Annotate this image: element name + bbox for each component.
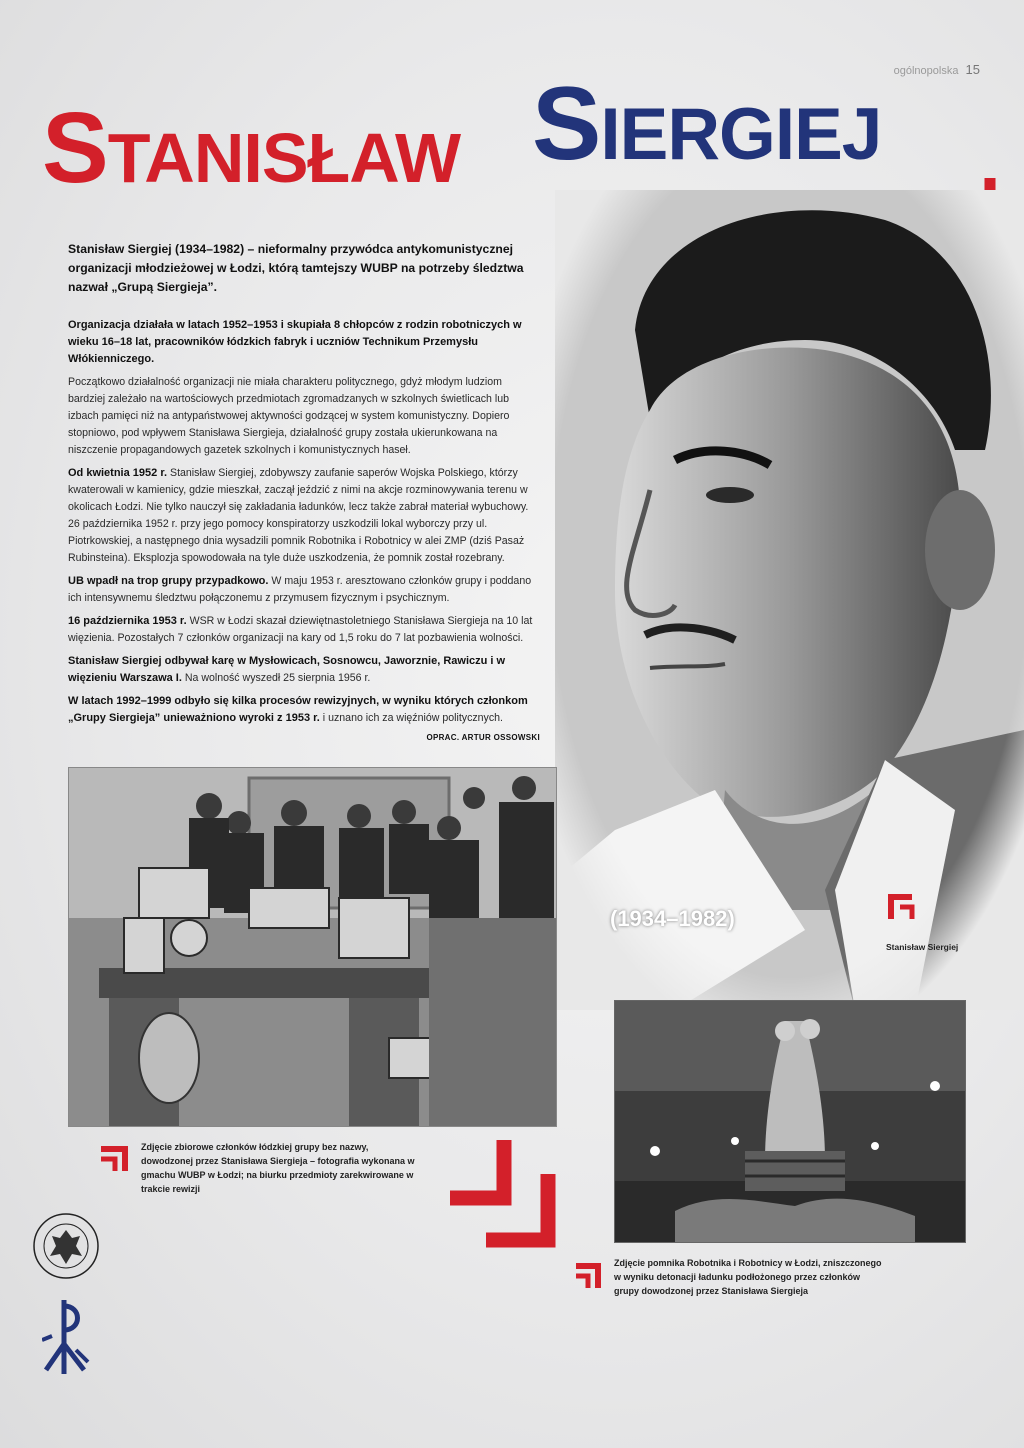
- article-paragraph-4: 16 października 1953 r. WSR w Łodzi skazał dziewiętnastoletniego Stanisława Siergieja na 10 lat więzienia. Pozostałych 7 członków organizacji na kary od 1,5 roku do 7 lat pozbawienia wolności.: [68, 615, 533, 644]
- group-photo: [68, 767, 557, 1127]
- title-last-name: Siergiej: [532, 66, 882, 182]
- ipn-logo-icon: [42, 1300, 90, 1374]
- monument-photo: [614, 1000, 966, 1243]
- article-paragraph-6: W latach 1992–1999 odbyło się kilka procesów rewizyjnych, w wyniku których członkom „Grupy Siergieja” unieważniono wyroki z 1953 r. i uznano ich za więźniów politycznych.: [68, 695, 528, 724]
- article-intro: Organizacja działała w latach 1952–1953 i skupiała 8 chłopców z rodzin robotniczych w wieku 16–18 lat, pracowników łódzkich fabryk i uczniów Technikum Przemysłu Włókienniczego.: [68, 319, 522, 365]
- article-paragraph-1: Początkowo działalność organizacji nie miała charakteru politycznego, gdyż młodym ludziom bardziej zależało na wartościowych przedmiotach zgromadzanych w szkolnych świetlicach lub izbach pamięci niż na antypaństwowej aktywności godzącej w system komunistyczny. Dopiero stopniowo, pod wpływem Stanisława Siergieja, działalność grupy została ukierunkowana na niszczenie propagandowych gazetek szkolnych i komunistycznych haseł.: [68, 376, 510, 456]
- corner-mark-icon: [888, 893, 916, 919]
- article-paragraph-3: UB wpadł na trop grupy przypadkowo. W maju 1953 r. aresztowano członków grupy i poddano ich intensywnemu śledztwu połączonemu z przymusem fizycznym i psychicznym.: [68, 575, 532, 604]
- portrait-years: (1934–1982): [610, 906, 735, 931]
- page-header: [894, 62, 980, 77]
- group-photo-caption: Zdjęcie zbiorowe członków łódzkiej grupy bez nazwy, dowodzonej przez Stanisława Siergieja – fotografia wykonana w gmachu WUBP w Łodzi; na biurku przedmioty zarekwirowane w trakcie rewizji: [141, 1142, 415, 1194]
- article-paragraph-5: Stanisław Siergiej odbywał karę w Mysłowicach, Sosnowcu, Jaworznie, Rawiczu i w więzieniu Warszawa I. Na wolność wyszedł 25 sierpnia 1956 r.: [68, 655, 506, 684]
- corner-mark-icon: [450, 1140, 556, 1248]
- portrait-photo: [555, 190, 1024, 1010]
- portrait-caption: Stanisław Siergiej: [886, 942, 959, 952]
- corner-mark-icon: [576, 1262, 602, 1288]
- monument-photo-caption: Zdjęcie pomnika Robotnika i Robotnicy w Łodzi, zniszczonego w wyniku detonacji ładunku podłożonego przez członków grupy dowodzonej przez Stanisława Siergieja: [614, 1258, 882, 1296]
- article-author: OPRAC. ARTUR OSSOWSKI: [426, 733, 540, 742]
- page-number: 15: [965, 62, 980, 77]
- article-body: [68, 240, 540, 746]
- article-paragraph-2: Od kwietnia 1952 r. Stanisław Siergiej, zdobywszy zaufanie saperów Wojska Polskiego, którzy kwaterowali w kamienicy, gdzie mieszkał, zaczął jeździć z nimi na akcje rozminowywania terenu w okolicach Łodzi. Nie tylko nauczył się zakładania ładunków, lecz także zabrał materiał wybuchowy. 26 października 1952 r. przy jego pomocy konspiratorzy uszkodzili lokal wyborczy przy ul. Piotrkowskiej, a następnego dnia wysadzili pomnik Robotnika i Robotnicy w alei ZMP (dziś Pasaż Rubinsteina). Eksplozja spowodowała na tyle duże uszkodzenia, że pomnik został rozebrany.: [68, 467, 529, 564]
- corner-mark-icon: [101, 1145, 129, 1171]
- article-lead: Stanisław Siergiej (1934–1982) – nieformalny przywódca antykomunistycznej organizacji młodzieżowej w Łodzi, którą tamtejszy WUBP na potrzeby śledztwa nazwał „Grupą Siergieja”.: [68, 242, 524, 294]
- section-label: ogólnopolska: [893, 65, 959, 77]
- ipn-seal-icon: [32, 1212, 100, 1280]
- title-first-name: Stanisław: [42, 92, 461, 204]
